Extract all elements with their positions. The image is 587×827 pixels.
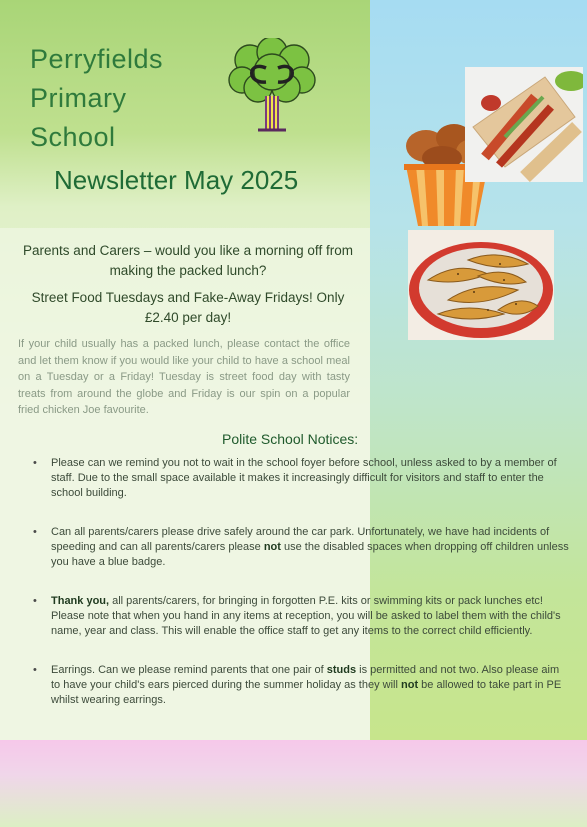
intro-body: If your child usually has a packed lunch, please contact the office and let them know if you would like your child to have a school meal on a Tuesday or a Friday! Tuesday is street food day with tasty treats from around the globe and Friday is our spin on a popular fried chicken Joe favourite. [18,338,350,416]
footer-band [0,740,587,827]
notice-text: Earrings. Can we please remind parents that one pair of [51,664,327,676]
notice-text: all parents/carers, for bringing in forgotten P.E. kits or swimming kits or pack lunches etc! Please note that when you hand in any items at reception, you will be asked to label them with the child's name, year and class. This will enable the office staff to get any items to the correct child efficiently. [51,595,561,637]
wraps-plate-image [465,67,583,182]
bullet-icon: • [33,526,37,538]
school-name-line: Primary [30,83,127,113]
list-item [30,525,570,570]
notice-text: be allowed to take part in PE whilst wearing earrings. [51,679,562,706]
intro-offer: Street Food Tuesdays and Fake-Away Fridays! Only £2.40 per day! [31,290,345,325]
school-name-line: School [30,122,116,152]
notice-emphasis: Thank you, [51,595,110,607]
notice-text: use the disabled spaces when dropping off children unless you have a blue badge. [51,541,569,568]
school-name-line: Perryfields [30,44,164,74]
notice-text: Can all parents/carers please drive safely around the car park. Unfortunately, we have had incidents of speeding and can all parents/carers please [51,526,550,553]
list-item [30,663,570,708]
notice-emphasis: studs [326,664,357,676]
bullet-icon: • [33,595,37,607]
school-name [30,40,163,157]
notice-emphasis: not [263,541,281,553]
list-item [30,456,570,501]
notice-emphasis: not [401,679,419,691]
potato-wedges-image [408,230,554,340]
notices-list [30,456,570,708]
tree-logo [228,38,316,134]
intro-question: Parents and Carers – would you like a morning off from making the packed lunch? [23,243,353,278]
list-item [30,594,570,639]
bullet-icon: • [33,664,37,676]
notice-text: Please can we remind you not to wait in the school foyer before school, unless asked to by a member of staff. Due to the small space available it makes it increasingly difficult for visitors and staff to enter the school building. [51,457,557,499]
bullet-icon: • [33,457,37,469]
notice-text: is permitted and not two. Also please aim to have your child's ears pierced during the summer holiday as they will [51,664,560,691]
newsletter-title: Newsletter May 2025 [54,165,299,195]
notices-heading: Polite School Notices: [222,431,359,447]
